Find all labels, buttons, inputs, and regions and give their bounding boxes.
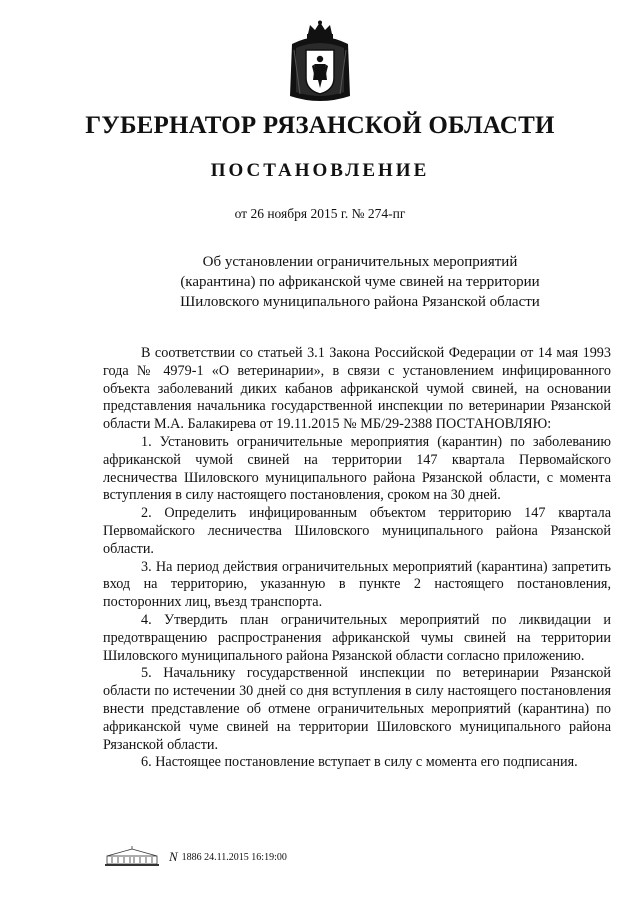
clause-paragraph: 1. Установить ограничительные мероприятия (карантин) по заболеванию африканской чумой свиней на территории 147 квартала Первомайского лесничества Шиловского муниципального района Рязанской области, с момента вступления в силу настоящего постановления, сроком на 30 дней. bbox=[103, 433, 611, 504]
issuer-title: ГУБЕРНАТОР РЯЗАНСКОЙ ОБЛАСТИ bbox=[85, 112, 555, 139]
clause-paragraph: 4. Утвердить план ограничительных мероприятий по ликвидации и предотвращению распространения африканской чумы свиней на территории Шиловского муниципального района Рязанской области согласно приложению. bbox=[103, 611, 611, 664]
document-type: ПОСТАНОВЛЕНИЕ bbox=[210, 160, 430, 181]
coat-of-arms-icon bbox=[286, 20, 354, 104]
registration-footer bbox=[103, 845, 287, 869]
preamble-paragraph: В соответствии со статьей 3.1 Закона Российской Федерации от 14 мая 1993 года № 4979-1 «О ветеринарии», в связи с установлением инфицированного объекта заболеваний диких кабанов африканской чумой свиней, на основании представления начальника государственной инспекции по ветеринарии Рязанской области М.А. Балакирева от 19.11.2015 № МБ/29-2388 ПОСТАНОВЛЯЮ: bbox=[103, 345, 611, 433]
document-subject bbox=[120, 252, 600, 312]
government-building-icon bbox=[103, 846, 161, 868]
subject-line: (карантина) по африканской чуме свиней на территории bbox=[180, 274, 540, 290]
clause-paragraph: 5. Начальнику государственной инспекции по ветеринарии Рязанской области по истечении 30 дней со дня вступления в силу настоящего постановления внести представление об отмене ограничительных мероприятий (карантина) по африканской чуме свиней на территории Шиловского муниципального района Рязанской области. bbox=[103, 665, 611, 753]
clause-paragraph: 6. Настоящее постановление вступает в силу с момента его подписания. bbox=[141, 754, 578, 771]
subject-line: Об установлении ограничительных мероприятий bbox=[202, 254, 518, 270]
clause-paragraph: 2. Определить инфицированным объектом территорию 147 квартала Первомайского лесничества Шиловского муниципального района Рязанской области. bbox=[103, 505, 611, 557]
subject-line: Шиловского муниципального района Рязанской области bbox=[180, 294, 540, 310]
clause-paragraph: 3. На период действия ограничительных мероприятий (карантина) запретить вход на территорию, указанную в пункте 2 настоящего постановления, посторонних лиц, въезд транспорта. bbox=[103, 558, 611, 611]
registration-mark: N bbox=[169, 849, 178, 864]
document-date-number: от 26 ноября 2015 г. № 274-пг bbox=[234, 206, 406, 221]
registration-number-timestamp: 1886 24.11.2015 16:19:00 bbox=[181, 851, 287, 863]
document-body bbox=[103, 345, 611, 772]
